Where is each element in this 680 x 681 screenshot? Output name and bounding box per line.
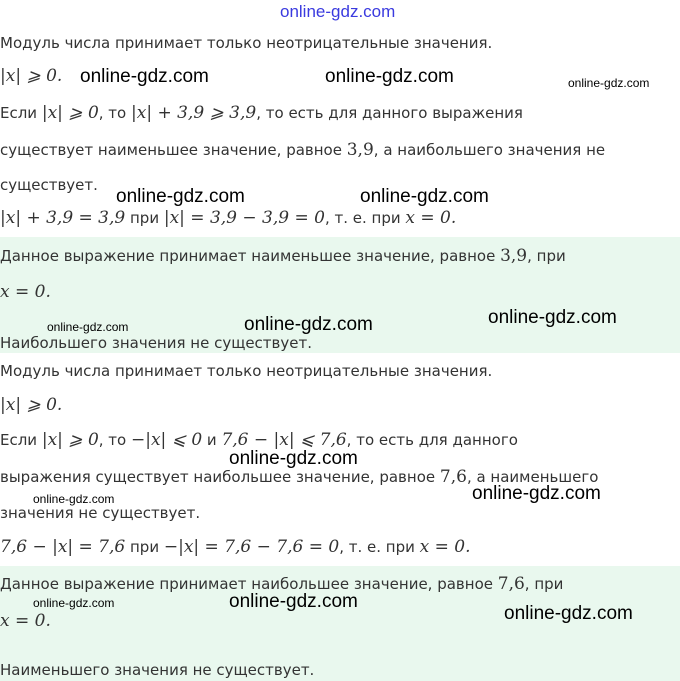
block2-line5: значения не существует. bbox=[0, 504, 201, 522]
text: , т. е. при bbox=[324, 209, 406, 227]
answer1-line1 bbox=[0, 246, 566, 266]
text: выражения существует наибольшее значение, равное bbox=[0, 468, 440, 486]
block2-line6 bbox=[0, 537, 470, 557]
text: Данное выражение принимает наибольшее значение, равное bbox=[0, 575, 498, 593]
watermark: online-gdz.com bbox=[80, 66, 209, 87]
math: |x| + 3,9 = 3,9 bbox=[0, 208, 126, 228]
text: , при bbox=[524, 575, 564, 593]
block1-line5: существует. bbox=[0, 176, 98, 194]
answer2-line2: x = 0. bbox=[0, 611, 51, 631]
watermark: online-gdz.com bbox=[360, 186, 489, 207]
text: , а наибольшего значения не bbox=[373, 141, 606, 159]
watermark: online-gdz.com bbox=[325, 66, 454, 87]
math: 3,9 bbox=[346, 140, 374, 160]
text: при bbox=[125, 209, 164, 227]
watermark: online-gdz.com bbox=[488, 307, 617, 328]
watermark: online-gdz.com bbox=[280, 2, 396, 21]
math: −|x| ⩽ 0 bbox=[131, 430, 203, 450]
answer1-line2: x = 0. bbox=[0, 282, 51, 302]
text: Если bbox=[0, 104, 42, 122]
answer2-line3: Наименьшего значения не существует. bbox=[0, 661, 315, 679]
block1-line2: |x| ⩾ 0. bbox=[0, 66, 63, 86]
math: x = 0. bbox=[405, 208, 457, 228]
text: , то bbox=[98, 104, 131, 122]
watermark: online-gdz.com bbox=[33, 596, 115, 610]
answer1-line3: Наибольшего значения не существует. bbox=[0, 334, 312, 352]
math: 3,9 bbox=[500, 246, 528, 266]
watermark: online-gdz.com bbox=[472, 483, 601, 504]
text: , то есть для данного выражения bbox=[256, 104, 523, 122]
block1-line3 bbox=[0, 103, 523, 123]
math: −|x| = 7,6 − 7,6 = 0 bbox=[163, 537, 340, 557]
text: , т. е. при bbox=[339, 538, 420, 556]
text: , при bbox=[527, 247, 566, 265]
text: и bbox=[202, 431, 222, 449]
block1-line6 bbox=[0, 208, 456, 228]
watermark: online-gdz.com bbox=[116, 186, 245, 207]
block1-line1: Модуль числа принимает только неотрицательные значения. bbox=[0, 34, 493, 52]
math: |x| + 3,9 ⩾ 3,9 bbox=[131, 103, 257, 123]
watermark: online-gdz.com bbox=[229, 591, 358, 612]
text: при bbox=[125, 538, 164, 556]
watermark: online-gdz.com bbox=[504, 603, 633, 624]
math: 7,6 bbox=[439, 467, 467, 487]
text: существует наименьшее значение, равное bbox=[0, 141, 347, 159]
text: Данное выражение принимает наименьшее значение, равное bbox=[0, 247, 501, 265]
block2-line2: |x| ⩾ 0. bbox=[0, 395, 63, 415]
math: |x| ⩾ 0 bbox=[41, 103, 99, 123]
math: |x| = 3,9 − 3,9 = 0 bbox=[163, 208, 325, 228]
watermark: online-gdz.com bbox=[568, 76, 650, 90]
text: , то есть для данного bbox=[346, 431, 518, 449]
watermark: online-gdz.com bbox=[229, 448, 358, 469]
math: 7,6 − |x| ⩽ 7,6 bbox=[221, 430, 347, 450]
math: x = 0. bbox=[419, 537, 471, 557]
text: , а наименьшего bbox=[466, 468, 599, 486]
watermark: online-gdz.com bbox=[47, 320, 129, 334]
watermark: online-gdz.com bbox=[33, 492, 115, 506]
block2-line3 bbox=[0, 430, 518, 450]
math: 7,6 − |x| = 7,6 bbox=[0, 537, 126, 557]
text: Если bbox=[0, 431, 42, 449]
watermark: online-gdz.com bbox=[244, 314, 373, 335]
block2-line1: Модуль числа принимает только неотрицательные значения. bbox=[0, 362, 493, 380]
math: 7,6 bbox=[497, 574, 525, 594]
text: , то bbox=[98, 431, 131, 449]
block1-line4 bbox=[0, 140, 605, 160]
math: |x| ⩾ 0 bbox=[41, 430, 99, 450]
